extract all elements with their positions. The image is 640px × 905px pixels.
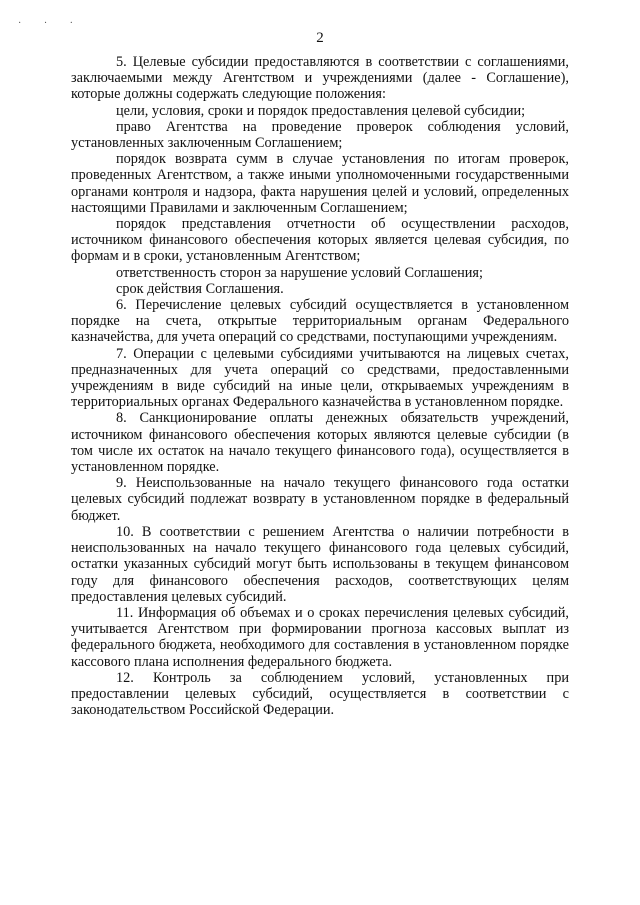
paragraph-7: 7. Операции с целевыми субсидиями учитываются на лицевых счетах, предназначенных для учета операций со средствами, предоставленными учреждениям в виде субсидий на иные цели, открываемых учреждениям в территориальных органах Федерального казначейства в установленном порядке. <box>71 345 569 411</box>
paragraph-11: 11. Информация об объемах и о сроках перечисления целевых субсидий, учитывается Агентством при формировании прогноза кассовых выплат из федерального бюджета, необходимого для составления в установленном порядке кассового плана исполнения федерального бюджета. <box>71 604 569 670</box>
scan-specks: · · · <box>18 18 83 29</box>
paragraph-8: 8. Санкционирование оплаты денежных обязательств учреждений, источником финансового обеспечения которых являются целевые субсидии (в том числе их остаток на начало текущего финансового года), осуществляется в установленном порядке. <box>71 410 569 476</box>
paragraph-5-item-4: порядок представления отчетности об осуществлении расходов, источником финансового обеспечения которых является целевая субсидия, по формам и в сроки, установленным Агентством; <box>71 216 569 265</box>
page-number: 2 <box>316 30 324 46</box>
paragraph-5: 5. Целевые субсидии предоставляются в соответствии с соглашениями, заключаемыми между Агентством и учреждениями (далее - Соглашение), которые должны содержать следующие положения: <box>71 54 569 103</box>
document-body <box>71 54 569 718</box>
paragraph-5-item-2: право Агентства на проведение проверок соблюдения условий, установленных заключенным Соглашением; <box>71 118 569 152</box>
paragraph-12: 12. Контроль за соблюдением условий, установленных при предоставлении целевых субсидий, осуществляется в соответствии с законодательством Российской Федерации. <box>71 669 569 719</box>
paragraph-5-item-1: цели, условия, сроки и порядок предоставления целевой субсидии; <box>116 102 526 119</box>
paragraph-5-item-3: порядок возврата сумм в случае установления по итогам проверок, проведенных Агентством, а также иными уполномоченными государственными органами контроля и надзора, факта нарушения целей и условий, определенных настоящими Правилами и заключенным Соглашением; <box>71 151 569 216</box>
paragraph-5-item-6: срок действия Соглашения. <box>116 280 284 297</box>
paragraph-9: 9. Неиспользованные на начало текущего финансового года остатки целевых субсидий подлежат возврату в установленном порядке в федеральный бюджет. <box>71 475 569 524</box>
paragraph-6: 6. Перечисление целевых субсидий осуществляется в установленном порядке на счета, открытые территориальным органам Федерального казначейства, для учета операций со средствами, поступающими учреждениям. <box>71 297 569 346</box>
paragraph-5-item-5: ответственность сторон за нарушение условий Соглашения; <box>116 264 483 281</box>
paragraph-10: 10. В соответствии с решением Агентства о наличии потребности в неиспользованных на начало текущего финансового года целевых субсидий, остатки указанных субсидий могут быть использованы в текущем финансовом году для финансового обеспечения расходов, соответствующих целям предоставления целевых субсидий. <box>71 523 569 605</box>
